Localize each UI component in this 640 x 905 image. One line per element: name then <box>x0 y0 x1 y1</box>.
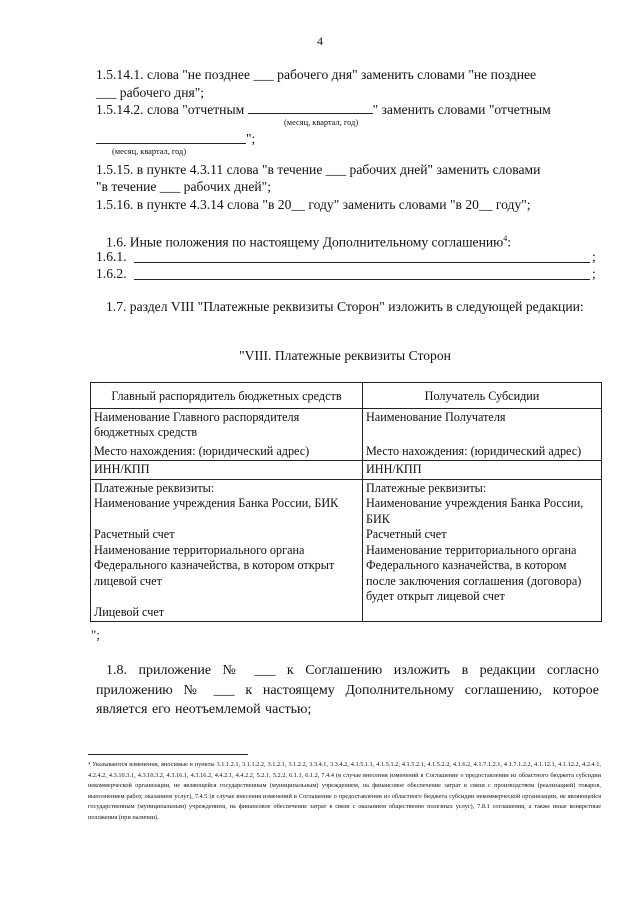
text-line: Наименование Получателя <box>366 409 506 424</box>
other-provisions-colon: : <box>507 234 512 250</box>
section-1-7: 1.7. раздел VIII "Платежные реквизиты Сторон" изложить в следующей редакции: <box>106 299 584 314</box>
text-line: Наименование учреждения Банка России, <box>366 496 584 510</box>
text-line: Федерального казначейства, в котором открыт <box>94 558 335 572</box>
text-line: Федерального казначейства, в котором <box>366 558 567 572</box>
blank-period-2 <box>96 143 246 144</box>
other-provisions-heading-text: 1.6. Иные положения по настоящему Дополнительному соглашению <box>106 234 504 250</box>
item-1-5-16: 1.5.16. в пункте 4.3.14 слова "в 20__ году" заменить словами "в 20__ году"; <box>96 197 531 212</box>
provision-1-6-1-label: 1.6.1. <box>96 249 127 264</box>
text-line: бюджетных средств <box>94 425 198 439</box>
cell-recipient-name <box>363 408 602 461</box>
text-line: будет открыт лицевой счет <box>366 589 505 603</box>
text-line: Расчетный счет <box>366 527 447 541</box>
item-1-5-15-line1: 1.5.15. в пункте 4.3.11 слова "в течение ___ рабочих дней" заменить словами <box>96 162 541 177</box>
text-line: Наименование Главного распорядителя <box>94 409 300 424</box>
text-line: лицевой счет <box>94 573 162 588</box>
cell-manager-name <box>91 408 363 461</box>
text-line: Наименование учреждения Банка России, БИК <box>94 496 339 510</box>
item-1-5-15-line2: "в течение ___ рабочих дней"; <box>96 179 271 194</box>
text-line: БИК <box>366 511 390 526</box>
section-viii-title: "VIII. Платежные реквизиты Сторон <box>239 348 451 363</box>
text-line <box>94 589 359 605</box>
text-line: после заключения соглашения (договора) <box>366 573 582 588</box>
text-line: Расчетный счет <box>94 527 175 541</box>
text-line: Платежные реквизиты: <box>366 480 487 495</box>
item-1-5-14-2-text-a: 1.5.14.2. слова "отчетным <box>96 102 245 117</box>
footnote-4: ⁴ Указываются изменения, вносимые в пункты 3.1.1.2.1, 3.1.1.2.2, 3.1.2.1, 3.1.2.2, 3.3.4.1, 3.3.4.2, 4.1.5.1.1, 4.1.5.1.2, 4.1.5.2.1, 4.1.5.2.2, 4.1.6.2, 4.1.7.1.2.1, 4.1.7.1.2.2, 4.1.12.1, 4.1.12.2, 4.2.4.1, 4.2.4.2, 4.3.10.3.1, 4.3.10.3.2, 4.3.16.1, 4.3.16.2, 4.4.2.1, 4.4.2.2, 5.2.1, 5.2.2, 6.1.1, 6.1.2, 7.4.4 (в случае внесения изменений в Соглашение о предоставлении из областного бюджета субсидии некоммерческой организации, не являющейся государственным (муниципальным) учреждением, на финансовое обеспечение затрат в связи с производством (реализацией) товаров, выполнением работ, оказанием услуг), 7.4.5 (в случае внесения изменений в Соглашение о предоставлении из областного бюджета субсидии некоммерческой организации, не являющейся государственным (муниципальным) учреждением, на финансовое обеспечение затрат в связи с оказанием общественно полезных услуг), 7.8.1 соглашения, а также иные конкретные положения (при наличии). <box>88 761 601 821</box>
text-line: Наименование территориального органа <box>94 542 305 557</box>
text-line: Платежные реквизиты: <box>94 480 215 495</box>
item-1-5-14-1-line2: ___ рабочего дня"; <box>96 85 205 100</box>
header-main-manager: Главный распорядитель бюджетных средств <box>91 383 363 409</box>
table-closing-quote: "; <box>91 627 100 642</box>
text-line <box>366 425 598 441</box>
text-line <box>94 512 359 528</box>
text-line: Место нахождения: (юридический адрес) <box>366 443 582 458</box>
provision-1-6-2-blank <box>134 279 590 280</box>
provision-1-6-2-end: ; <box>592 266 596 281</box>
cell-recipient-payment <box>363 479 602 622</box>
text-line: Наименование территориального органа <box>366 542 577 557</box>
cell-manager-inn: ИНН/КПП <box>91 461 363 480</box>
other-provisions-heading <box>106 230 511 251</box>
item-1-5-14-2-text-b: " заменить словами "отчетным <box>372 102 551 117</box>
footnote-ref: 4 <box>503 234 508 243</box>
provision-1-6-1-end: ; <box>592 249 596 264</box>
text-line: Место нахождения: (юридический адрес) <box>94 443 310 458</box>
blank-period-1 <box>248 101 373 114</box>
requisites-table <box>90 382 602 622</box>
hint-period-1: (месяц, квартал, год) <box>284 118 359 127</box>
header-recipient: Получатель Субсидии <box>363 383 602 409</box>
section-1-8: 1.8. приложение № ___ к Соглашению изложить в редакции согласно приложению № ___ к настоящему Дополнительному соглашению, которое является его неотъемлемой частью; <box>96 663 599 717</box>
cell-recipient-inn: ИНН/КПП <box>363 461 602 480</box>
item-1-5-14-2-end: "; <box>246 131 256 146</box>
text-line: Лицевой счет <box>94 604 165 619</box>
hint-period-2: (месяц, квартал, год) <box>112 147 187 156</box>
provision-1-6-1-blank <box>134 262 590 263</box>
footnote-separator <box>88 754 248 755</box>
item-1-5-14-1-line1: 1.5.14.1. слова "не позднее ___ рабочего дня" заменить словами "не позднее <box>96 67 537 82</box>
cell-manager-payment <box>91 479 363 622</box>
item-1-5-14-2-line1 <box>96 101 551 118</box>
page-number: 4 <box>317 34 323 48</box>
provision-1-6-2-label: 1.6.2. <box>96 266 127 281</box>
